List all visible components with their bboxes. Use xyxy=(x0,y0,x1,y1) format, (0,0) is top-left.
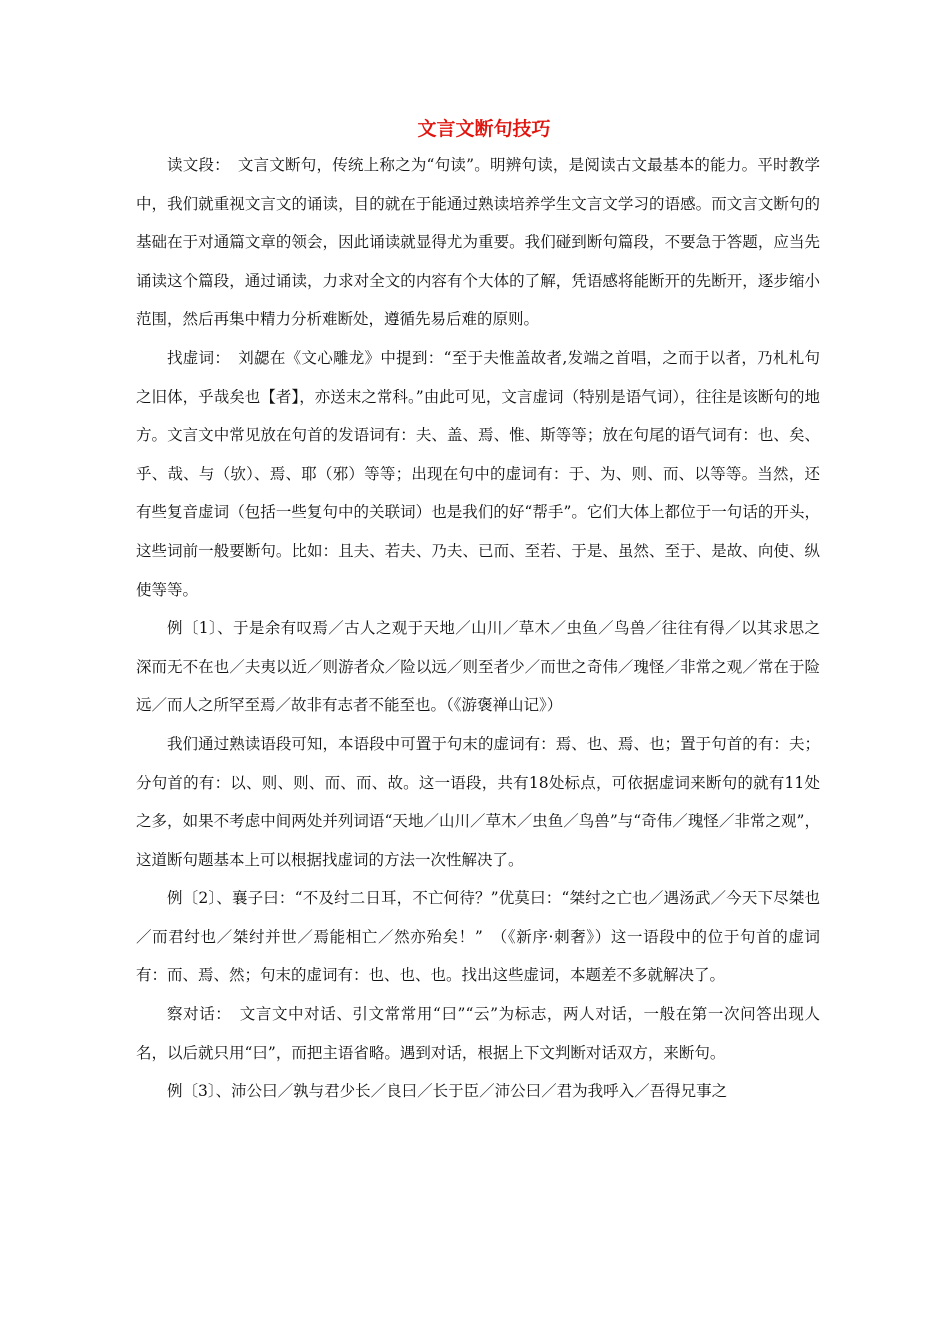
paragraph-example-1: 例〔1〕、于是余有叹焉／古人之观于天地／山川／草木／虫鱼／鸟兽／往往有得／以其求思之深而无不在也／夫夷以近／则游者众／险以远／则至者少／而世之奇伟／瑰怪／非常之观／常在于险远／而人之所罕至焉／故非有志者不能至也。（《游褒禅山记》） xyxy=(136,619,820,715)
paragraph-read-passage: 读文段： 文言文断句，传统上称之为“句读”。明辨句读，是阅读古文最基本的能力。平时教学中，我们就重视文言文的诵读，目的就在于能通过熟读培养学生文言文学习的语感。而文言文断句的基础在于对通篇文章的领会，因此诵读就显得尤为重要。我们碰到断句篇段，不要急于答题，应当先诵读这个篇段，通过诵读，力求对全文的内容有个大体的了解，凭语感将能断开的先断开，逐步缩小范围，然后再集中精力分析难断处，遵循先易后难的原则。 xyxy=(136,156,820,329)
paragraph-example-2: 例〔2〕、襄子曰：“不及纣二日耳，不亡何待？”优莫曰：“桀纣之亡也／遇汤武／今天下尽桀也／而君纣也／桀纣并世／焉能相亡／然亦殆矣！” （《新序·刺奢》）这一语段中的位于句首的虚词有：而、焉、然；句末的虚词有：也、也、也。找出这些虚词，本题差不多就解决了。 xyxy=(136,889,820,985)
paragraph-example-1-analysis: 我们通过熟读语段可知，本语段中可置于句末的虚词有：焉、也、焉、也；置于句首的有：夫；分句首的有：以、则、则、而、而、故。这一语段，共有18处标点，可依据虚词来断句的就有11处之多，如果不考虑中间两处并列词语“天地／山川／草木／虫鱼／鸟兽”与“奇伟／瑰怪／非常之观”，这道断句题基本上可以根据找虚词的方法一次性解决了。 xyxy=(136,734,820,869)
paragraph-examine-dialogue: 察对话： 文言文中对话、引文常常用“曰”“云”为标志，两人对话，一般在第一次问答出现人名，以后就只用“曰”，而把主语省略。遇到对话，根据上下文判断对话双方，来断句。 xyxy=(136,1005,820,1062)
paragraph-example-3: 例〔3〕、沛公曰／孰与君少长／良曰／长于臣／沛公曰／君为我呼入／吾得兄事之 xyxy=(167,1082,728,1101)
paragraph-find-function-words: 找虚词： 刘勰在《文心雕龙》中提到：“至于夫惟盖故者,发端之首唱，之而于以者，乃札札句之旧体，乎哉矣也【者】，亦送末之常科。”由此可见，文言虚词（特别是语气词），往往是该断句的地方。文言文中常见放在句首的发语词有：夫、盖、焉、惟、斯等等；放在句尾的语气词有：也、矣、乎、哉、与（欤）、焉、耶（邪）等等；出现在句中的虚词有：于、为、则、而、以等等。当然，还有些复音虚词（包括一些复句中的关联词）也是我们的好“帮手”。它们大体上都位于一句话的开头，这些词前一般要断句。比如：且夫、若夫、乃夫、已而、至若、于是、虽然、至于、是故、向使、纵使等等。 xyxy=(136,348,820,599)
document-page xyxy=(136,116,820,1111)
document-title: 文言文断句技巧 xyxy=(417,118,551,140)
